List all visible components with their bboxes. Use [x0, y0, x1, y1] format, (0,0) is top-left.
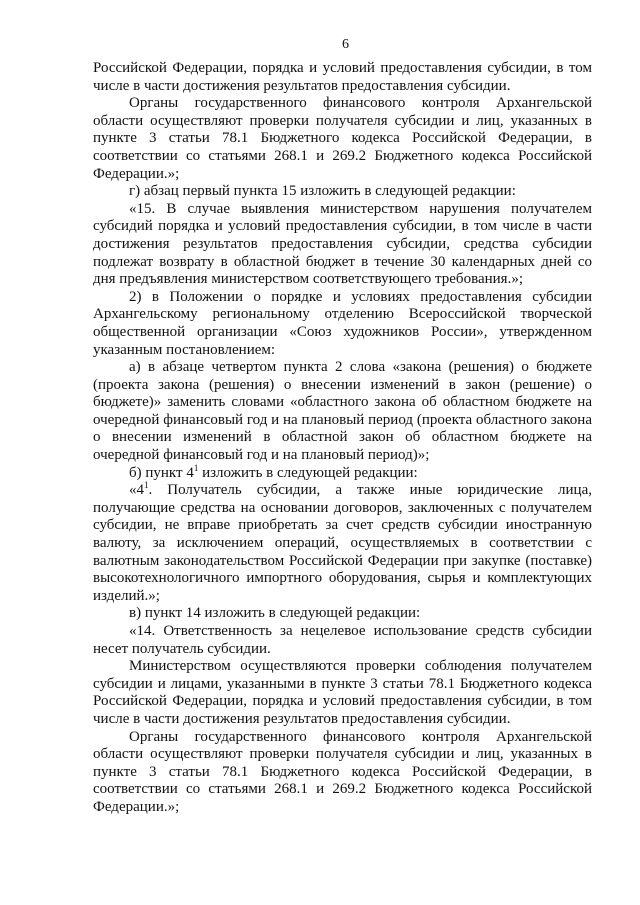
paragraph-item-b — [93, 462, 592, 483]
point-4-1-after: . Получатель субсидии, а также иные юридические лица, получающие средства на основании договоров, заключенных с получателем субсидии, не вправе приобретать за счет средств субсидии иностранную валюту, за исключением операций, осуществляемых в соответствии с валютным законодательством Российской Федерации при закупке (поставке) высокотехнологичного импортного оборудования, сырья и комплектующих изделий.»; — [93, 482, 592, 604]
paragraph-point-15: «15. В случае выявления министерством нарушения получателем субсидий порядка и условий предоставления субсидии, в том числе в части достижения результатов предоставления субсидии, средства субсидии подлежат возврату в областной бюджет в течение 30 календарных дней со дня предъявления министерством соответствующего требования.»; — [93, 200, 592, 288]
paragraph-continuation: Российской Федерации, порядка и условий предоставления субсидии, в том числе в части достижения результатов предоставления субсидии. — [93, 60, 592, 94]
paragraph-control-bodies: Органы государственного финансового контроля Архангельской области осуществляют проверки получателя субсидии и лиц, указанных в пункте 3 статьи 78.1 Бюджетного кодекса Российской Федерации, в соответствии со статьями 268.1 и 269.2 Бюджетного кодекса Российской Федерации.»; — [93, 95, 592, 182]
item-b-before: б) пункт 4 — [129, 464, 194, 481]
paragraph-item-g: г) абзац первый пункта 15 изложить в следующей редакции: — [129, 183, 516, 200]
paragraph-control-bodies-end: Органы государственного финансового контроля Архангельской области осуществляют проверки получателя субсидии и лиц, указанных в пункте 3 статьи 78.1 Бюджетного кодекса Российской Федерации, в соответствии со статьями 268.1 и 269.2 Бюджетного кодекса Российской Федерации.»; — [93, 728, 592, 815]
paragraph-ministry-checks: Министерством осуществляются проверки соблюдения получателем субсидии и лицами, указанными в пункте 3 статьи 78.1 Бюджетного кодекса Российской Федерации, порядка и условий предоставления субсидии, в том числе в части достижения результатов предоставления субсидии. — [93, 658, 592, 727]
paragraph-point-14: «14. Ответственность за нецелевое использование средств субсидии несет получатель субсидии. — [93, 623, 592, 657]
paragraph-item-v: в) пункт 14 изложить в следующей редакции: — [129, 605, 421, 622]
page-number: 6 — [342, 37, 349, 52]
paragraph-item-a: а) в абзаце четвертом пункта 2 слова «закона (решения) о бюджете (проекта закона (решения) о внесении изменений в закон (решение) о бюджете)» заменить словами «областного закона об областном бюджете на очередной финансовый год и на плановый период (проекта областного закона о внесении изменений в областной закон об областном бюджете на очередной финансовый год и на плановый период)»; — [93, 359, 592, 464]
paragraph-item-2: 2) в Положении о порядке и условиях предоставления субсидии Архангельскому региональному отделению Всероссийской творческой общественной организации «Союз художников России», утвержденном указанным постановлением: — [93, 288, 592, 358]
point-4-1-before: «4 — [129, 482, 144, 499]
point-4-1-superscript: 1 — [144, 480, 149, 491]
paragraph-point-4-1 — [93, 482, 592, 605]
item-b-superscript: 1 — [193, 462, 199, 473]
item-b-after: изложить в следующей редакции: — [198, 464, 418, 481]
